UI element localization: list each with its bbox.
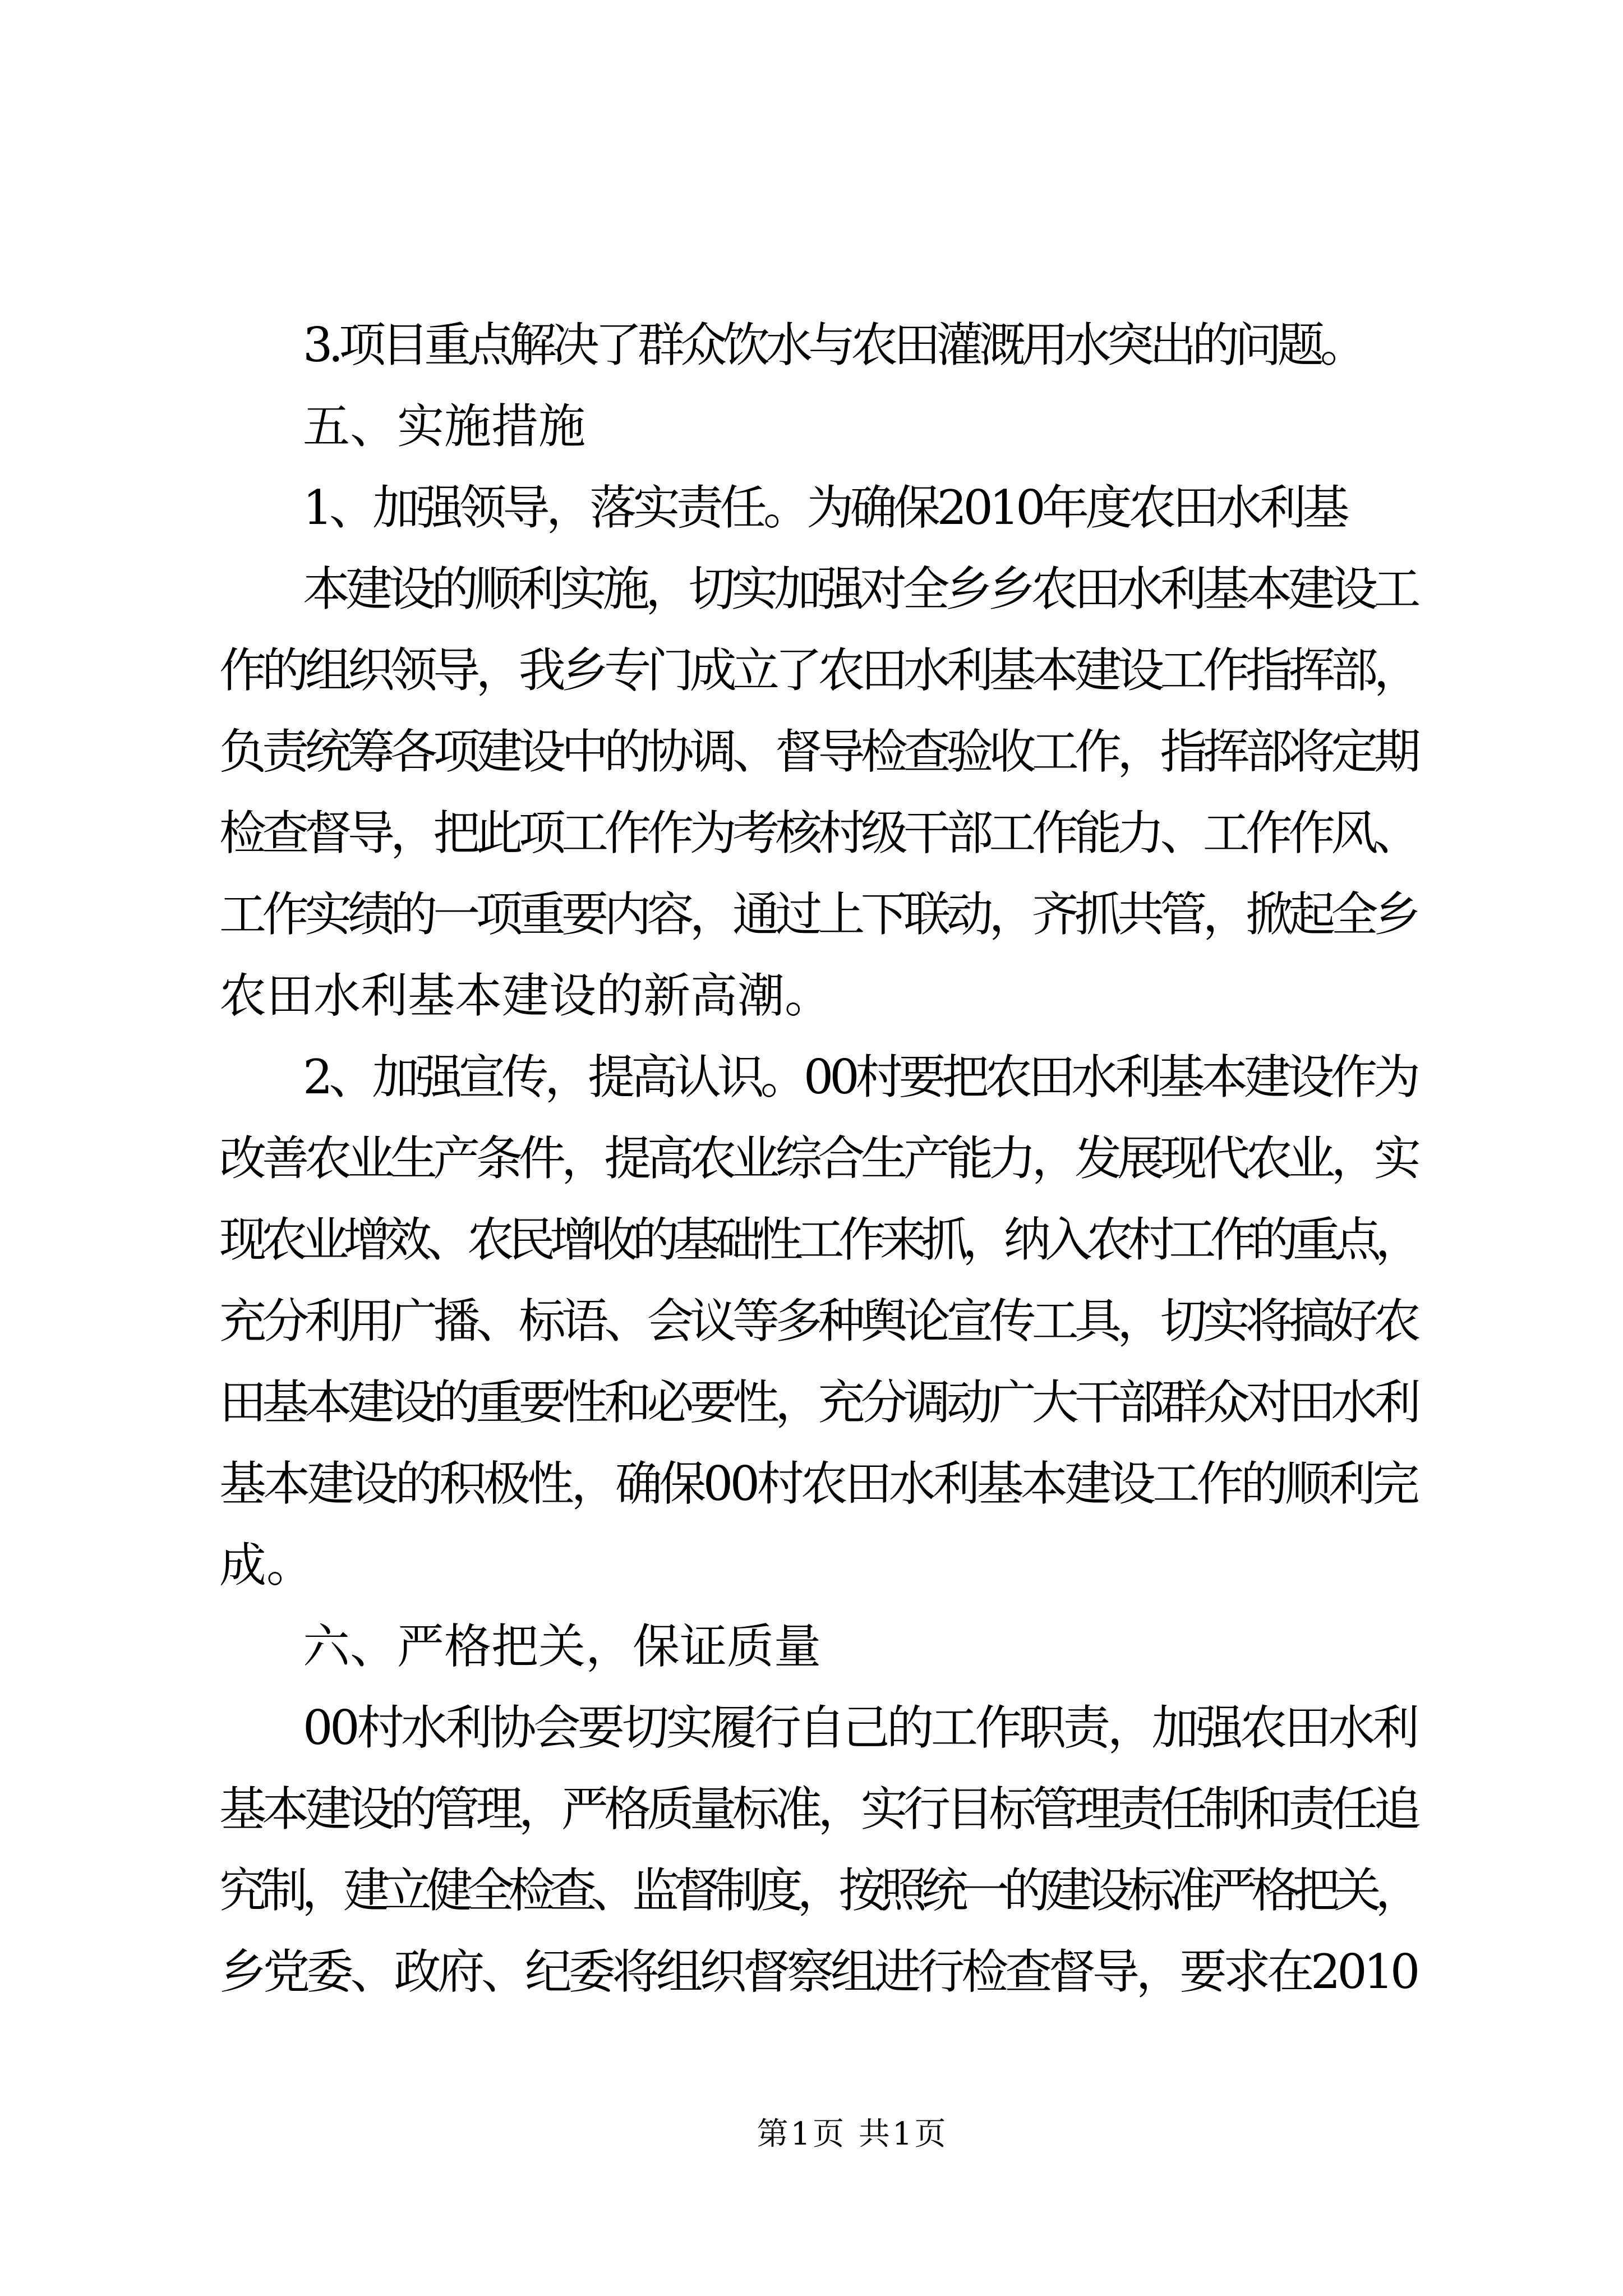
text-line — [219, 1362, 1417, 1443]
text-line-content: 工作实绩的一项重要内容，通过上下联动，齐抓共管，掀起全乡 — [219, 887, 1417, 942]
page-number-footer: 第1页 共1页 — [757, 2116, 948, 2152]
text-line — [219, 793, 1417, 874]
section-heading — [219, 1606, 1417, 1687]
text-line — [219, 1199, 1417, 1281]
text-line-content: 究制，建立健全检查、监督制度，按照统一的建设标准严格把关， — [219, 1863, 1417, 1918]
text-line-content: 改善农业生产条件，提高农业综合生产能力，发展现代农业，实 — [219, 1131, 1417, 1186]
text-line — [219, 467, 1417, 549]
text-line — [219, 1443, 1417, 1525]
text-line — [219, 1525, 1417, 1606]
text-line-content: 充分利用广播、标语、会议等多种舆论宣传工具，切实将搞好农 — [219, 1294, 1417, 1349]
text-line — [219, 1281, 1417, 1362]
section-heading-text: 六、严格把关，保证质量 — [303, 1619, 822, 1674]
text-line-content: 本建设的顺利实施，切实加强对全乡乡农田水利基本建设工 — [303, 562, 1417, 616]
text-line — [219, 305, 1417, 386]
text-line-content: 基本建设的积极性，确保00村农田水利基本建设工作的顺利完 — [219, 1456, 1417, 1511]
section-heading-text: 五、实施措施 — [303, 399, 586, 454]
text-line — [219, 549, 1417, 630]
text-line — [219, 711, 1417, 793]
text-line-content: 负责统筹各项建设中的协调、督导检查验收工作，指挥部将定期 — [219, 724, 1417, 779]
text-line-content: 3.项目重点解决了群众饮水与农田灌溉用水突出的问题。 — [303, 318, 1363, 372]
text-line-content: 乡党委、政府、纪委将组织督察组进行检查督导，要求在2010 — [219, 1944, 1417, 1999]
text-line-content: 现农业增效、农民增收的基础性工作来抓，纳入农村工作的重点， — [219, 1212, 1417, 1267]
text-line-content: 田基本建设的重要性和必要性，充分调动广大干部群众对田水利 — [219, 1375, 1417, 1430]
text-line — [219, 1118, 1417, 1199]
text-line-content: 00村水利协会要切实履行自己的工作职责，加强农田水利 — [303, 1700, 1417, 1755]
text-line-content: 1、加强领导，落实责任。为确保2010年度农田水利基 — [303, 480, 1346, 535]
text-line — [219, 955, 1417, 1037]
text-line-content: 作的组织领导，我乡专门成立了农田水利基本建设工作指挥部， — [219, 643, 1417, 698]
document-body — [219, 305, 1417, 2013]
text-line-content: 检查督导，把此项工作作为考核村级干部工作能力、工作作风、 — [219, 806, 1417, 861]
text-line — [219, 1687, 1417, 1769]
text-line-content: 农田水利基本建设的新高潮。 — [219, 968, 832, 1023]
text-line — [219, 1850, 1417, 1931]
text-line — [219, 874, 1417, 955]
text-line-content: 成。 — [219, 1538, 314, 1593]
text-line — [219, 630, 1417, 711]
text-line — [219, 1931, 1417, 2013]
section-heading — [219, 386, 1417, 467]
text-line-content: 基本建设的管理，严格质量标准，实行目标管理责任制和责任追 — [219, 1782, 1417, 1837]
text-line — [219, 1769, 1417, 1850]
text-line-content: 2、加强宣传，提高认识。00村要把农田水利基本建设作为 — [303, 1050, 1417, 1105]
text-line — [219, 1037, 1417, 1118]
